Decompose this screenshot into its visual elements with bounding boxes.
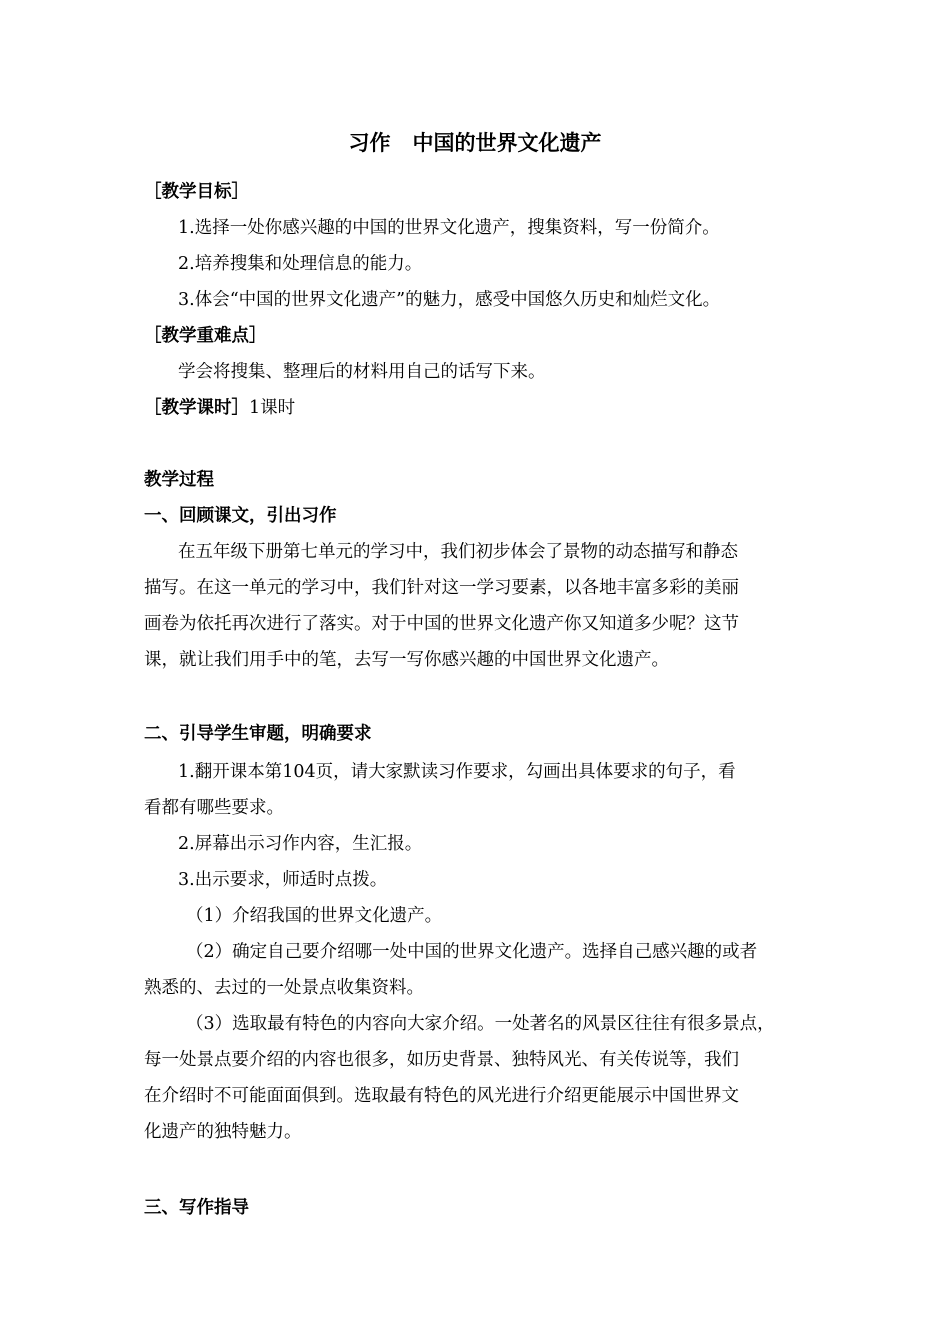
section2-sub3-line4: 化遗产的独特魅力。 bbox=[144, 1122, 302, 1142]
section2-item2: 2.屏幕出示习作内容，生汇报。 bbox=[178, 834, 423, 854]
document-title bbox=[0, 129, 950, 157]
section2-sub3-line1: （3）选取最有特色的内容向大家介绍。一处著名的风景区往往有很多景点， bbox=[186, 1014, 775, 1034]
section2-sub3-line2: 每一处景点要介绍的内容也很多，如历史背景、独特风光、有关传说等，我们 bbox=[144, 1050, 739, 1070]
class-hours-line bbox=[144, 396, 295, 420]
key-points-heading: ［教学重难点］ bbox=[144, 326, 267, 346]
section2-sub1: （1）介绍我国的世界文化遗产。 bbox=[186, 906, 443, 926]
section2-item1-line2: 看都有哪些要求。 bbox=[144, 798, 284, 818]
section2-heading: 二、引导学生审题，明确要求 bbox=[144, 724, 372, 744]
section2-sub2-line2: 熟悉的、去过的一处景点收集资料。 bbox=[144, 978, 424, 998]
objective-item-3: 3.体会“中国的世界文化遗产”的魅力，感受中国悠久历史和灿烂文化。 bbox=[178, 290, 721, 310]
section2-item3: 3.出示要求，师适时点拨。 bbox=[178, 870, 388, 890]
section3-heading: 三、写作指导 bbox=[144, 1198, 249, 1218]
class-hours-heading: ［教学课时］ bbox=[144, 398, 249, 418]
section2-item1-line1: 1.翻开课本第104页，请大家默读习作要求，勾画出具体要求的句子，看 bbox=[178, 762, 736, 782]
section1-line-3: 画卷为依托再次进行了落实。对于中国的世界文化遗产你又知道多少呢？这节 bbox=[144, 614, 739, 634]
section2-sub2-line1: （2）确定自己要介绍哪一处中国的世界文化遗产。选择自己感兴趣的或者 bbox=[186, 942, 758, 962]
objectives-heading: ［教学目标］ bbox=[144, 182, 249, 202]
title-part-2: 中国的世界文化遗产 bbox=[412, 131, 602, 155]
section2-sub3-line3: 在介绍时不可能面面俱到。选取最有特色的风光进行介绍更能展示中国世界文 bbox=[144, 1086, 739, 1106]
section1-line-1: 在五年级下册第七单元的学习中，我们初步体会了景物的动态描写和静态 bbox=[178, 542, 738, 562]
class-hours-value: 1课时 bbox=[249, 398, 296, 418]
process-heading: 教学过程 bbox=[144, 470, 214, 490]
key-points-text: 学会将搜集、整理后的材料用自己的话写下来。 bbox=[178, 362, 546, 382]
objective-item-1: 1.选择一处你感兴趣的中国的世界文化遗产，搜集资料，写一份简介。 bbox=[178, 218, 720, 238]
section1-line-4: 课，就让我们用手中的笔，去写一写你感兴趣的中国世界文化遗产。 bbox=[144, 650, 669, 670]
section1-heading: 一、回顾课文，引出习作 bbox=[144, 506, 337, 526]
title-part-1: 习作 bbox=[348, 131, 391, 155]
objective-item-2: 2.培养搜集和处理信息的能力。 bbox=[178, 254, 423, 274]
section1-line-2: 描写。在这一单元的学习中，我们针对这一学习要素，以各地丰富多彩的美丽 bbox=[144, 578, 739, 598]
